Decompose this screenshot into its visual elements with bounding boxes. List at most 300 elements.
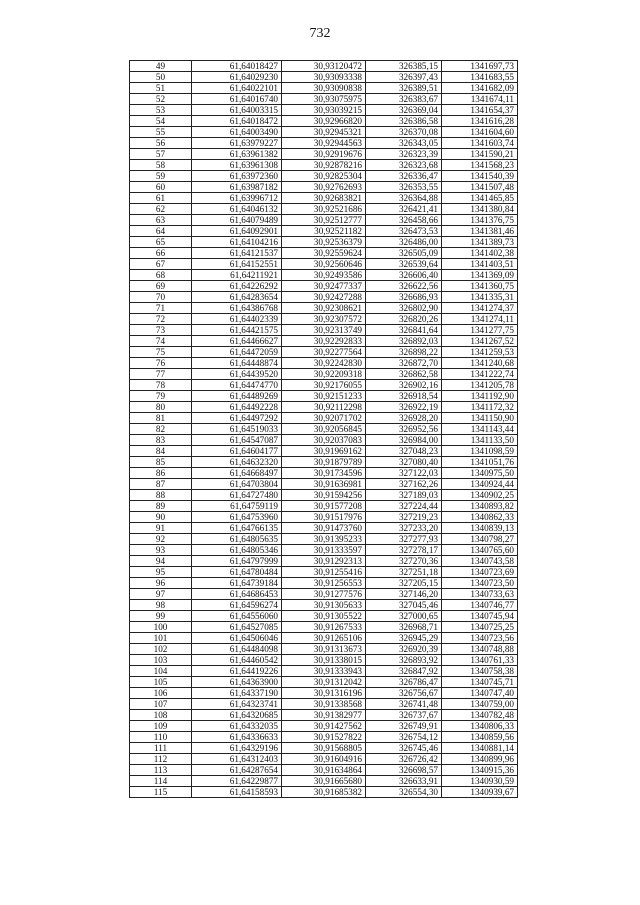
y-coordinate-cell: 1341465,85	[442, 193, 518, 204]
table-row	[130, 149, 518, 160]
y-coordinate-cell: 1341205,78	[442, 380, 518, 391]
table-row	[130, 336, 518, 347]
coordinates-table	[129, 60, 518, 798]
longitude-cell: 30,92308621	[282, 303, 366, 314]
table-row	[130, 677, 518, 688]
longitude-cell: 30,91305633	[282, 600, 366, 611]
x-coordinate-cell: 326847,92	[366, 666, 442, 677]
longitude-cell: 30,91568805	[282, 743, 366, 754]
longitude-cell: 30,91382977	[282, 710, 366, 721]
x-coordinate-cell: 326820,26	[366, 314, 442, 325]
x-coordinate-cell: 326686,93	[366, 292, 442, 303]
x-coordinate-cell: 326364,88	[366, 193, 442, 204]
y-coordinate-cell: 1340743,58	[442, 556, 518, 567]
table-row	[130, 303, 518, 314]
x-coordinate-cell: 326984,00	[366, 435, 442, 446]
table-row	[130, 589, 518, 600]
x-coordinate-cell: 327045,46	[366, 600, 442, 611]
x-coordinate-cell: 327048,23	[366, 446, 442, 457]
point-number-cell: 75	[130, 347, 192, 358]
y-coordinate-cell: 1341267,52	[442, 336, 518, 347]
longitude-cell: 30,92536379	[282, 237, 366, 248]
point-number-cell: 99	[130, 611, 192, 622]
longitude-cell: 30,92477337	[282, 281, 366, 292]
longitude-cell: 30,91312042	[282, 677, 366, 688]
table-row	[130, 391, 518, 402]
point-number-cell: 103	[130, 655, 192, 666]
longitude-cell: 30,92559624	[282, 248, 366, 259]
latitude-cell: 61,64332035	[192, 721, 282, 732]
y-coordinate-cell: 1341654,37	[442, 105, 518, 116]
table-row	[130, 743, 518, 754]
table-row	[130, 644, 518, 655]
y-coordinate-cell: 1341683,55	[442, 72, 518, 83]
y-coordinate-cell: 1340806,33	[442, 721, 518, 732]
table-row	[130, 523, 518, 534]
x-coordinate-cell: 326633,91	[366, 776, 442, 787]
point-number-cell: 85	[130, 457, 192, 468]
longitude-cell: 30,91277576	[282, 589, 366, 600]
x-coordinate-cell: 326968,71	[366, 622, 442, 633]
x-coordinate-cell: 327205,15	[366, 578, 442, 589]
point-number-cell: 77	[130, 369, 192, 380]
table-row	[130, 567, 518, 578]
table-row	[130, 358, 518, 369]
x-coordinate-cell: 326606,40	[366, 270, 442, 281]
x-coordinate-cell: 326841,64	[366, 325, 442, 336]
longitude-cell: 30,91594256	[282, 490, 366, 501]
longitude-cell: 30,91338015	[282, 655, 366, 666]
longitude-cell: 30,91636981	[282, 479, 366, 490]
table-row	[130, 688, 518, 699]
y-coordinate-cell: 1340748,88	[442, 644, 518, 655]
latitude-cell: 61,64797999	[192, 556, 282, 567]
table-row	[130, 61, 518, 72]
y-coordinate-cell: 1341360,75	[442, 281, 518, 292]
y-coordinate-cell: 1340862,33	[442, 512, 518, 523]
y-coordinate-cell: 1341389,73	[442, 237, 518, 248]
latitude-cell: 61,64312403	[192, 754, 282, 765]
latitude-cell: 61,64104216	[192, 237, 282, 248]
longitude-cell: 30,91333943	[282, 666, 366, 677]
y-coordinate-cell: 1340881,14	[442, 743, 518, 754]
x-coordinate-cell: 326323,39	[366, 149, 442, 160]
longitude-cell: 30,93093338	[282, 72, 366, 83]
longitude-cell: 30,91879789	[282, 457, 366, 468]
point-number-cell: 63	[130, 215, 192, 226]
table-row	[130, 490, 518, 501]
longitude-cell: 30,91517976	[282, 512, 366, 523]
y-coordinate-cell: 1340745,94	[442, 611, 518, 622]
x-coordinate-cell: 326369,04	[366, 105, 442, 116]
latitude-cell: 61,64386768	[192, 303, 282, 314]
point-number-cell: 80	[130, 402, 192, 413]
x-coordinate-cell: 327219,23	[366, 512, 442, 523]
y-coordinate-cell: 1341674,11	[442, 94, 518, 105]
point-number-cell: 54	[130, 116, 192, 127]
point-number-cell: 104	[130, 666, 192, 677]
longitude-cell: 30,92277564	[282, 347, 366, 358]
latitude-cell: 61,63972360	[192, 171, 282, 182]
longitude-cell: 30,92307572	[282, 314, 366, 325]
table-row	[130, 369, 518, 380]
x-coordinate-cell: 326473,53	[366, 226, 442, 237]
x-coordinate-cell: 326539,64	[366, 259, 442, 270]
y-coordinate-cell: 1340859,56	[442, 732, 518, 743]
longitude-cell: 30,91969162	[282, 446, 366, 457]
latitude-cell: 61,64739184	[192, 578, 282, 589]
longitude-cell: 30,92878216	[282, 160, 366, 171]
table-row	[130, 435, 518, 446]
table-row	[130, 314, 518, 325]
table-row	[130, 633, 518, 644]
table-row	[130, 710, 518, 721]
longitude-cell: 30,91473760	[282, 523, 366, 534]
longitude-cell: 30,92560646	[282, 259, 366, 270]
longitude-cell: 30,92945321	[282, 127, 366, 138]
y-coordinate-cell: 1340725,25	[442, 622, 518, 633]
x-coordinate-cell: 326389,51	[366, 83, 442, 94]
longitude-cell: 30,91255416	[282, 567, 366, 578]
latitude-cell: 61,64632320	[192, 457, 282, 468]
longitude-cell: 30,92427288	[282, 292, 366, 303]
longitude-cell: 30,91577208	[282, 501, 366, 512]
table-row	[130, 600, 518, 611]
y-coordinate-cell: 1341240,68	[442, 358, 518, 369]
point-number-cell: 82	[130, 424, 192, 435]
point-number-cell: 69	[130, 281, 192, 292]
table-row	[130, 171, 518, 182]
point-number-cell: 60	[130, 182, 192, 193]
point-number-cell: 113	[130, 765, 192, 776]
point-number-cell: 98	[130, 600, 192, 611]
longitude-cell: 30,92521686	[282, 204, 366, 215]
table-row	[130, 160, 518, 171]
longitude-cell: 30,92944563	[282, 138, 366, 149]
table-row	[130, 325, 518, 336]
x-coordinate-cell: 326737,67	[366, 710, 442, 721]
table-row	[130, 215, 518, 226]
longitude-cell: 30,91256553	[282, 578, 366, 589]
point-number-cell: 95	[130, 567, 192, 578]
y-coordinate-cell: 1341403,51	[442, 259, 518, 270]
y-coordinate-cell: 1341590,21	[442, 149, 518, 160]
longitude-cell: 30,92209318	[282, 369, 366, 380]
y-coordinate-cell: 1341376,75	[442, 215, 518, 226]
table-row	[130, 281, 518, 292]
point-number-cell: 79	[130, 391, 192, 402]
table-row	[130, 754, 518, 765]
latitude-cell: 61,64320685	[192, 710, 282, 721]
y-coordinate-cell: 1340745,71	[442, 677, 518, 688]
longitude-cell: 30,91338568	[282, 699, 366, 710]
latitude-cell: 61,64759119	[192, 501, 282, 512]
y-coordinate-cell: 1341259,53	[442, 347, 518, 358]
y-coordinate-cell: 1340930,59	[442, 776, 518, 787]
latitude-cell: 61,64805635	[192, 534, 282, 545]
y-coordinate-cell: 1341133,50	[442, 435, 518, 446]
y-coordinate-cell: 1340893,82	[442, 501, 518, 512]
y-coordinate-cell: 1341697,73	[442, 61, 518, 72]
latitude-cell: 61,64753960	[192, 512, 282, 523]
longitude-cell: 30,92825304	[282, 171, 366, 182]
point-number-cell: 61	[130, 193, 192, 204]
point-number-cell: 93	[130, 545, 192, 556]
x-coordinate-cell: 326902,16	[366, 380, 442, 391]
longitude-cell: 30,92762693	[282, 182, 366, 193]
y-coordinate-cell: 1341682,09	[442, 83, 518, 94]
y-coordinate-cell: 1341335,31	[442, 292, 518, 303]
latitude-cell: 61,64121537	[192, 248, 282, 259]
table-row	[130, 83, 518, 94]
latitude-cell: 61,64703804	[192, 479, 282, 490]
point-number-cell: 88	[130, 490, 192, 501]
table-row	[130, 556, 518, 567]
table-row	[130, 72, 518, 83]
point-number-cell: 94	[130, 556, 192, 567]
point-number-cell: 114	[130, 776, 192, 787]
latitude-cell: 61,64092901	[192, 226, 282, 237]
x-coordinate-cell: 326945,29	[366, 633, 442, 644]
table-row	[130, 699, 518, 710]
latitude-cell: 61,64527085	[192, 622, 282, 633]
table-row	[130, 237, 518, 248]
point-number-cell: 72	[130, 314, 192, 325]
latitude-cell: 61,64152551	[192, 259, 282, 270]
table-row	[130, 127, 518, 138]
point-number-cell: 107	[130, 699, 192, 710]
table-row	[130, 446, 518, 457]
y-coordinate-cell: 1341274,11	[442, 314, 518, 325]
y-coordinate-cell: 1340798,27	[442, 534, 518, 545]
latitude-cell: 61,64336633	[192, 732, 282, 743]
latitude-cell: 61,64547087	[192, 435, 282, 446]
longitude-cell: 30,91665680	[282, 776, 366, 787]
latitude-cell: 61,64474770	[192, 380, 282, 391]
x-coordinate-cell: 326698,57	[366, 765, 442, 776]
longitude-cell: 30,91427562	[282, 721, 366, 732]
x-coordinate-cell: 327146,20	[366, 589, 442, 600]
longitude-cell: 30,92037083	[282, 435, 366, 446]
x-coordinate-cell: 326898,22	[366, 347, 442, 358]
latitude-cell: 61,63996712	[192, 193, 282, 204]
table-row	[130, 501, 518, 512]
y-coordinate-cell: 1341192,90	[442, 391, 518, 402]
point-number-cell: 74	[130, 336, 192, 347]
x-coordinate-cell: 327270,36	[366, 556, 442, 567]
latitude-cell: 61,64022101	[192, 83, 282, 94]
x-coordinate-cell: 326622,56	[366, 281, 442, 292]
longitude-cell: 30,92512777	[282, 215, 366, 226]
table-row	[130, 105, 518, 116]
table-row	[130, 182, 518, 193]
point-number-cell: 96	[130, 578, 192, 589]
table-row	[130, 270, 518, 281]
table-row	[130, 611, 518, 622]
longitude-cell: 30,91333597	[282, 545, 366, 556]
longitude-cell: 30,91527822	[282, 732, 366, 743]
point-number-cell: 76	[130, 358, 192, 369]
x-coordinate-cell: 326323,68	[366, 160, 442, 171]
longitude-cell: 30,92151233	[282, 391, 366, 402]
y-coordinate-cell: 1341540,39	[442, 171, 518, 182]
latitude-cell: 61,64421575	[192, 325, 282, 336]
x-coordinate-cell: 327277,93	[366, 534, 442, 545]
longitude-cell: 30,92493586	[282, 270, 366, 281]
longitude-cell: 30,93120472	[282, 61, 366, 72]
longitude-cell: 30,91604916	[282, 754, 366, 765]
point-number-cell: 50	[130, 72, 192, 83]
y-coordinate-cell: 1340747,40	[442, 688, 518, 699]
x-coordinate-cell: 327189,03	[366, 490, 442, 501]
point-number-cell: 111	[130, 743, 192, 754]
longitude-cell: 30,91734596	[282, 468, 366, 479]
latitude-cell: 61,64492228	[192, 402, 282, 413]
x-coordinate-cell: 327000,65	[366, 611, 442, 622]
latitude-cell: 61,64337190	[192, 688, 282, 699]
point-number-cell: 67	[130, 259, 192, 270]
x-coordinate-cell: 326336,47	[366, 171, 442, 182]
latitude-cell: 61,64472059	[192, 347, 282, 358]
point-number-cell: 65	[130, 237, 192, 248]
latitude-cell: 61,64229877	[192, 776, 282, 787]
table-row	[130, 545, 518, 556]
point-number-cell: 70	[130, 292, 192, 303]
x-coordinate-cell: 326554,30	[366, 787, 442, 798]
latitude-cell: 61,64018427	[192, 61, 282, 72]
point-number-cell: 108	[130, 710, 192, 721]
y-coordinate-cell: 1341277,75	[442, 325, 518, 336]
y-coordinate-cell: 1341098,59	[442, 446, 518, 457]
table-row	[130, 380, 518, 391]
point-number-cell: 55	[130, 127, 192, 138]
x-coordinate-cell: 326892,03	[366, 336, 442, 347]
table-row	[130, 721, 518, 732]
x-coordinate-cell: 327162,26	[366, 479, 442, 490]
x-coordinate-cell: 326922,19	[366, 402, 442, 413]
latitude-cell: 61,64805346	[192, 545, 282, 556]
latitude-cell: 61,64211921	[192, 270, 282, 281]
longitude-cell: 30,92313749	[282, 325, 366, 336]
table-row	[130, 292, 518, 303]
point-number-cell: 89	[130, 501, 192, 512]
longitude-cell: 30,93075975	[282, 94, 366, 105]
latitude-cell: 61,64283654	[192, 292, 282, 303]
y-coordinate-cell: 1341380,84	[442, 204, 518, 215]
table-row	[130, 226, 518, 237]
y-coordinate-cell: 1340839,13	[442, 523, 518, 534]
table-row	[130, 138, 518, 149]
point-number-cell: 53	[130, 105, 192, 116]
longitude-cell: 30,92056845	[282, 424, 366, 435]
latitude-cell: 61,64029230	[192, 72, 282, 83]
latitude-cell: 61,63961382	[192, 149, 282, 160]
x-coordinate-cell: 326802,90	[366, 303, 442, 314]
point-number-cell: 64	[130, 226, 192, 237]
table-row	[130, 776, 518, 787]
latitude-cell: 61,64519033	[192, 424, 282, 435]
table-row	[130, 655, 518, 666]
y-coordinate-cell: 1340723,50	[442, 578, 518, 589]
table-row	[130, 116, 518, 127]
x-coordinate-cell: 326786,47	[366, 677, 442, 688]
y-coordinate-cell: 1340924,44	[442, 479, 518, 490]
latitude-cell: 61,64727480	[192, 490, 282, 501]
latitude-cell: 61,64556060	[192, 611, 282, 622]
x-coordinate-cell: 326918,54	[366, 391, 442, 402]
latitude-cell: 61,64780484	[192, 567, 282, 578]
x-coordinate-cell: 326726,42	[366, 754, 442, 765]
point-number-cell: 51	[130, 83, 192, 94]
point-number-cell: 105	[130, 677, 192, 688]
y-coordinate-cell: 1340975,50	[442, 468, 518, 479]
latitude-cell: 61,64466627	[192, 336, 282, 347]
x-coordinate-cell: 326749,91	[366, 721, 442, 732]
point-number-cell: 52	[130, 94, 192, 105]
longitude-cell: 30,92112298	[282, 402, 366, 413]
y-coordinate-cell: 1341222,74	[442, 369, 518, 380]
latitude-cell: 61,64460542	[192, 655, 282, 666]
point-number-cell: 49	[130, 61, 192, 72]
x-coordinate-cell: 326862,58	[366, 369, 442, 380]
y-coordinate-cell: 1341604,60	[442, 127, 518, 138]
point-number-cell: 102	[130, 644, 192, 655]
point-number-cell: 83	[130, 435, 192, 446]
point-number-cell: 84	[130, 446, 192, 457]
y-coordinate-cell: 1340759,00	[442, 699, 518, 710]
y-coordinate-cell: 1340939,67	[442, 787, 518, 798]
latitude-cell: 61,64003315	[192, 105, 282, 116]
x-coordinate-cell: 326385,15	[366, 61, 442, 72]
latitude-cell: 61,64419226	[192, 666, 282, 677]
y-coordinate-cell: 1340782,48	[442, 710, 518, 721]
latitude-cell: 61,64439520	[192, 369, 282, 380]
y-coordinate-cell: 1340899,96	[442, 754, 518, 765]
table-row	[130, 347, 518, 358]
x-coordinate-cell: 326741,48	[366, 699, 442, 710]
x-coordinate-cell: 326370,08	[366, 127, 442, 138]
table-row	[130, 512, 518, 523]
table-row	[130, 479, 518, 490]
x-coordinate-cell: 326386,58	[366, 116, 442, 127]
y-coordinate-cell: 1340746,77	[442, 600, 518, 611]
x-coordinate-cell: 326458,66	[366, 215, 442, 226]
point-number-cell: 109	[130, 721, 192, 732]
point-number-cell: 68	[130, 270, 192, 281]
y-coordinate-cell: 1341616,28	[442, 116, 518, 127]
point-number-cell: 92	[130, 534, 192, 545]
longitude-cell: 30,91685382	[282, 787, 366, 798]
point-number-cell: 59	[130, 171, 192, 182]
table-row	[130, 622, 518, 633]
y-coordinate-cell: 1340723,56	[442, 633, 518, 644]
x-coordinate-cell: 326952,56	[366, 424, 442, 435]
y-coordinate-cell: 1340758,38	[442, 666, 518, 677]
x-coordinate-cell: 326421,41	[366, 204, 442, 215]
point-number-cell: 71	[130, 303, 192, 314]
table-row	[130, 534, 518, 545]
table-row	[130, 402, 518, 413]
y-coordinate-cell: 1341603,74	[442, 138, 518, 149]
latitude-cell: 61,64448874	[192, 358, 282, 369]
x-coordinate-cell: 326397,43	[366, 72, 442, 83]
table-row	[130, 413, 518, 424]
y-coordinate-cell: 1341507,48	[442, 182, 518, 193]
x-coordinate-cell: 326745,46	[366, 743, 442, 754]
longitude-cell: 30,91316196	[282, 688, 366, 699]
coordinates-table-body	[130, 61, 518, 798]
longitude-cell: 30,92176055	[282, 380, 366, 391]
